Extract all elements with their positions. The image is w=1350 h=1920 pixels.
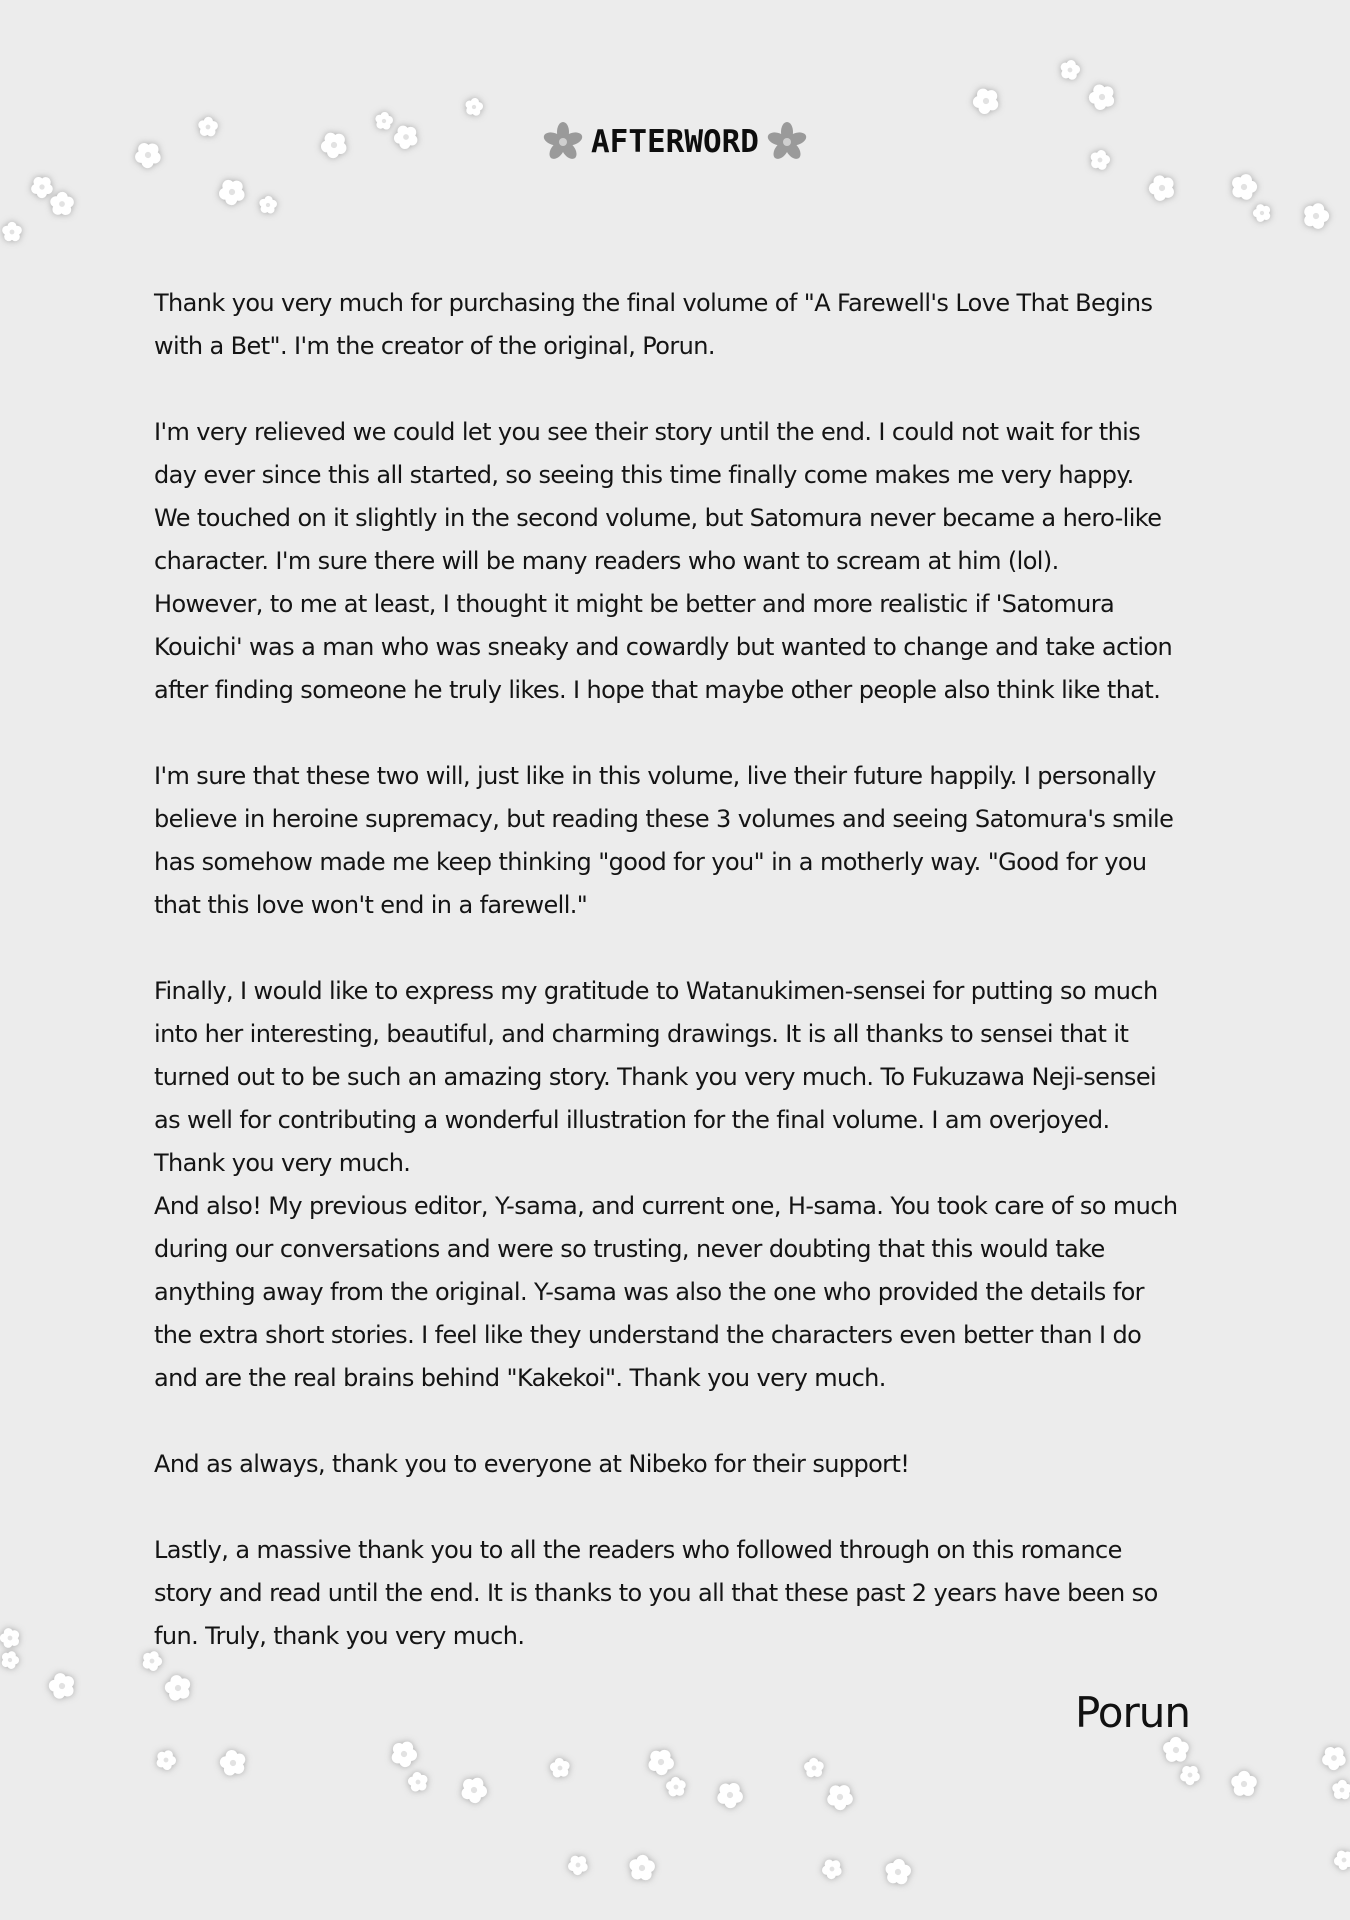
- flower-icon: [802, 1755, 827, 1780]
- flower-icon: [713, 1777, 748, 1812]
- flower-icon: [1250, 200, 1274, 224]
- flower-icon: [1085, 79, 1121, 115]
- flower-icon: [1145, 170, 1180, 206]
- text-line: We touched on it slightly in the second volume, but Satomura never became a hero-like character. I'm sure there will be many readers who want to scream at him (lol).: [154, 504, 1162, 575]
- flower-icon: [464, 97, 484, 117]
- paragraph: [154, 282, 1184, 368]
- flower-icon: [27, 172, 57, 202]
- flower-icon: [1161, 1734, 1193, 1766]
- flower-icon: [1331, 1846, 1350, 1873]
- text-line: Lastly, a massive thank you to all the readers who followed through on this romance story and read until the end. It is thanks to you all that these past 2 years have been so fun. Truly, thank you very much.: [154, 1536, 1158, 1650]
- flower-icon: [765, 120, 809, 164]
- flower-icon: [644, 1744, 679, 1778]
- text-line: However, to me at least, I thought it might be better and more realistic if 'Satomura Kouichi' was a man who was sneaky and cowardly but wanted to change and take action after finding someone he truly likes. I hope that maybe other people also think like that.: [154, 590, 1173, 704]
- paragraph: [154, 755, 1184, 927]
- flower-icon: [1300, 200, 1332, 232]
- flower-icon: [50, 191, 74, 215]
- flower-icon: [153, 1747, 179, 1773]
- flower-icon: [1332, 1779, 1350, 1799]
- flower-icon: [819, 1855, 846, 1882]
- flower-icon: [45, 1668, 80, 1703]
- flower-icon: [1177, 1761, 1204, 1788]
- signature: Porun: [1074, 1688, 1190, 1737]
- text-line: And as always, thank you to everyone at Nibeko for their support!: [154, 1450, 910, 1478]
- paragraph: [154, 1443, 1184, 1486]
- flower-icon: [0, 1648, 21, 1670]
- flower-icon: [0, 1624, 24, 1651]
- flower-icon: [1231, 1771, 1257, 1796]
- heading: [0, 120, 1350, 164]
- flower-icon: [258, 195, 277, 214]
- text-line: Finally, I would like to express my gratitude to Watanukimen-sensei for putting so much into her interesting, beautiful, and charming drawings. It is all thanks to sensei that it turned out to be such an amazing story. Thank you very much. To Fukuzawa Neji-sensei as well for contributing a wonderful illustration for the final volume. I am overjoyed. Thank you very much.: [154, 977, 1158, 1177]
- flower-icon: [664, 1774, 689, 1800]
- afterword-body: [154, 282, 1184, 1701]
- flower-icon: [969, 83, 1005, 119]
- flower-icon: [548, 1755, 574, 1781]
- flower-icon: [1318, 1741, 1350, 1774]
- text-line: And also! My previous editor, Y-sama, and current one, H-sama. You took care of so much during our conversations and were so trusting, never doubting that this would take anything away from the original. Y-sama was also the one who provided the details for the extra short stories. I feel like they understand the characters even better than I do and are the real brains behind "Kakekoi". Thank you very much.: [154, 1192, 1178, 1392]
- paragraph: [154, 970, 1184, 1400]
- text-line: Thank you very much for purchasing the final volume of "A Farewell's Love That Begins with a Bet". I'm the creator of the original, Porun.: [154, 289, 1153, 360]
- flower-icon: [884, 1857, 912, 1885]
- text-line: I'm very relieved we could let you see their story until the end. I could not wait for this day ever since this all started, so seeing this time finally come makes me very happy.: [154, 418, 1141, 489]
- flower-icon: [541, 120, 585, 164]
- paragraph: [154, 411, 1184, 712]
- paragraph: [154, 1529, 1184, 1658]
- text-line: I'm sure that these two will, just like in this volume, live their future happily. I personally believe in heroine supremacy, but reading these 3 volumes and seeing Satomura's smile has somehow made me keep thinking "good for you" in a motherly way. "Good for you that this love won't end in a farewell.": [154, 762, 1174, 919]
- flower-icon: [628, 1854, 656, 1881]
- flower-icon: [387, 1737, 421, 1771]
- flower-icon: [1059, 58, 1082, 81]
- flower-icon: [405, 1769, 431, 1795]
- flower-icon: [457, 1772, 491, 1806]
- flower-icon: [1228, 171, 1259, 202]
- flower-icon: [823, 1779, 858, 1814]
- flower-icon: [565, 1851, 592, 1878]
- flower-icon: [216, 1745, 250, 1779]
- page-title: AFTERWORD: [591, 124, 759, 160]
- flower-icon: [2, 222, 22, 241]
- flower-icon: [215, 174, 251, 210]
